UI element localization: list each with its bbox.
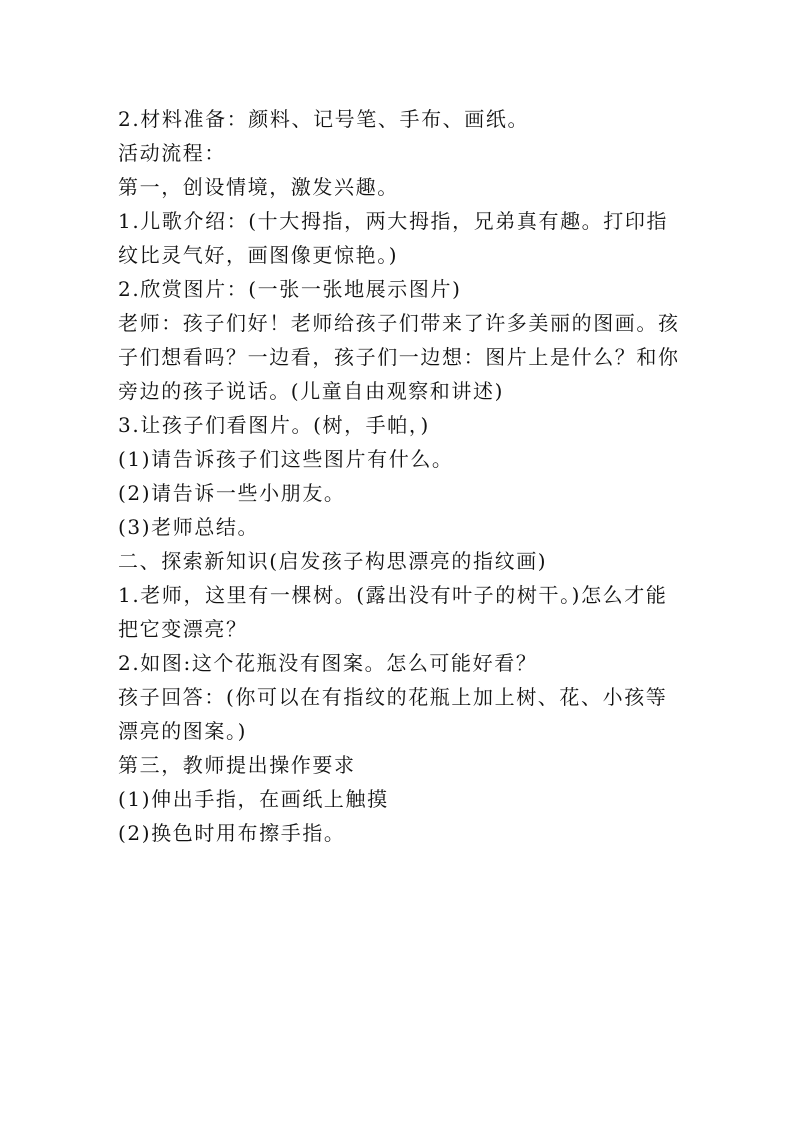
paragraph-step-one: 第一，创设情境，激发兴趣。	[118, 175, 399, 199]
paragraph-sub-item-1: (1)请告诉孩子们这些图片有什么。	[118, 447, 454, 471]
paragraph-requirement-1: (1)伸出手指，在画纸上触摸	[118, 787, 389, 811]
paragraph-appreciate-pictures: 2.欣赏图片：(一张一张地展示图片)	[118, 277, 462, 301]
paragraph-look-pictures: 3.让孩子们看图片。(树，手帕，)	[118, 413, 430, 437]
paragraph-materials: 2.材料准备：颜料、记号笔、手布、画纸。	[118, 107, 530, 131]
paragraph-explore-knowledge: 二、探索新知识(启发孩子构思漂亮的指纹画)	[118, 549, 548, 573]
paragraph-teacher-dialogue: 老师：孩子们好！老师给孩子们带来了许多美丽的图画。孩子们想看吗？一边看，孩子们一边想：图片上是什么？和你旁边的孩子说话。(儿童自由观察和讲述)	[118, 311, 680, 403]
document-body	[118, 102, 688, 850]
paragraph-requirement-2: (2)换色时用布擦手指。	[118, 821, 346, 845]
paragraph-nursery-rhyme: 1.儿歌介绍：(十大拇指，两大拇指，兄弟真有趣。打印指纹比灵气好，画图像更惊艳。)	[118, 209, 669, 267]
paragraph-tree: 1.老师，这里有一棵树。(露出没有叶子的树干。)怎么才能把它变漂亮？	[118, 583, 668, 641]
paragraph-vase: 2.如图:这个花瓶没有图案。怎么可能好看？	[118, 651, 538, 675]
paragraph-step-three: 第三，教师提出操作要求	[118, 753, 356, 777]
paragraph-sub-item-2: (2)请告诉一些小朋友。	[118, 481, 346, 505]
paragraph-child-answer: 孩子回答：(你可以在有指纹的花瓶上加上树、花、小孩等漂亮的图案。)	[118, 685, 668, 743]
paragraph-sub-item-3: (3)老师总结。	[118, 515, 260, 539]
paragraph-activity-process: 活动流程：	[118, 141, 226, 165]
